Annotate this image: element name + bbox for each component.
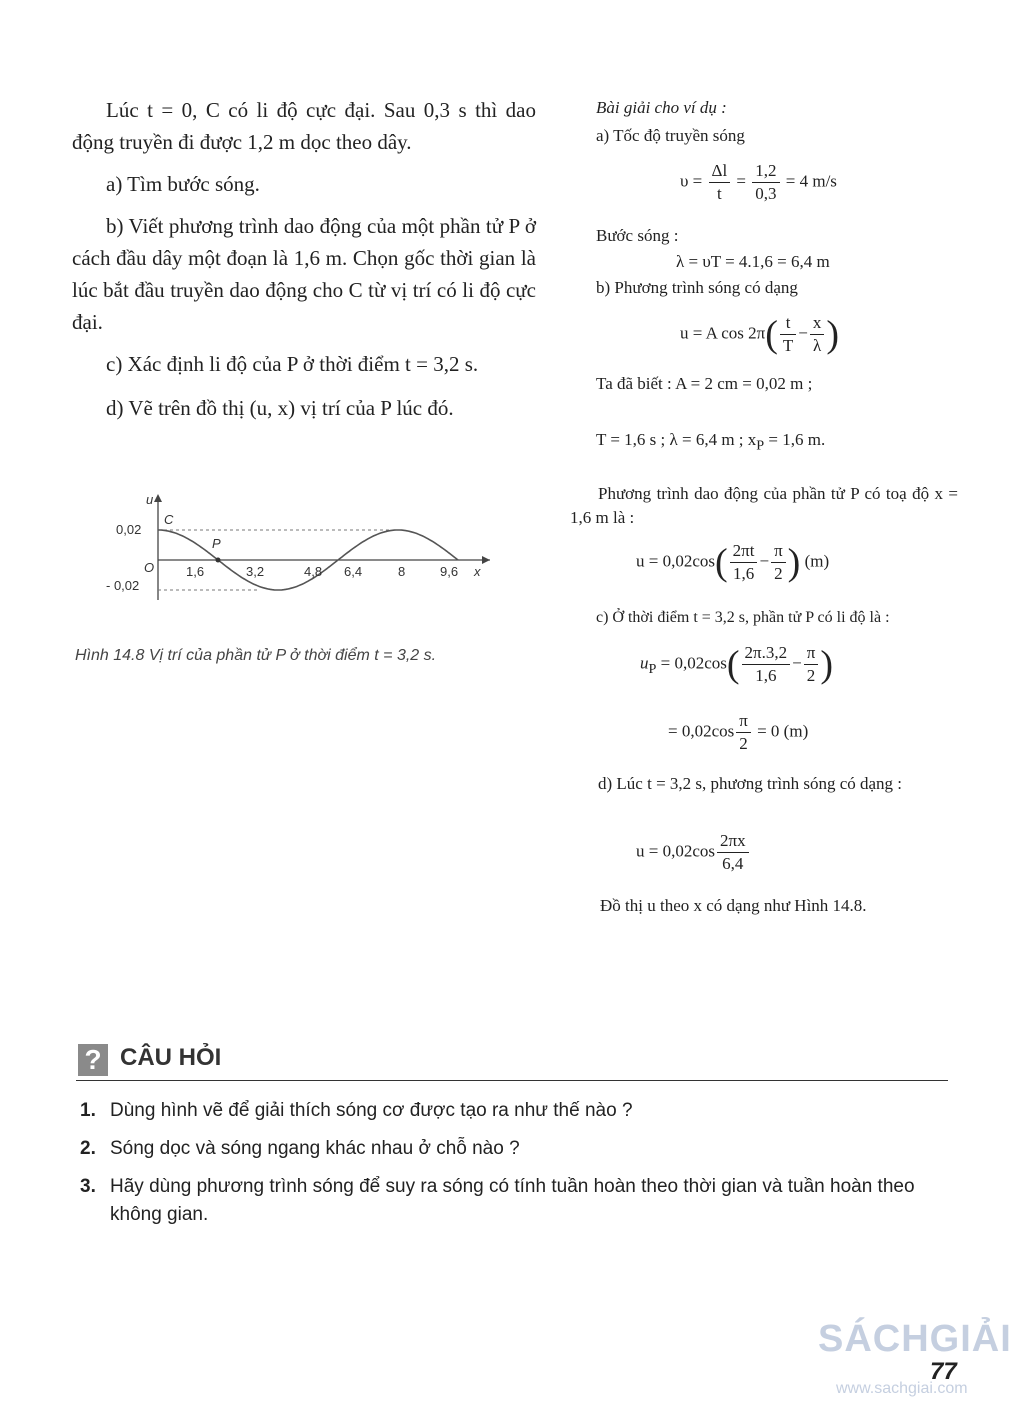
frac-num: 1,2	[752, 160, 779, 183]
solution-title: Bài giải cho ví dụ :	[596, 98, 727, 117]
eq-u-lhs: u = A cos 2π	[680, 323, 766, 343]
eq-d-lhs: u = 0,02cos	[636, 841, 715, 861]
frac-den: 1,6	[755, 666, 777, 685]
known2-sub: P	[756, 437, 765, 454]
frac-num: π	[736, 710, 751, 733]
frac-den: t	[716, 184, 722, 203]
figure-caption: Hình 14.8 Vị trí của phần tử P ở thời điểm t = 3,2 s.	[75, 647, 437, 664]
eq-p-lhs: u = 0,02cos	[636, 551, 715, 571]
x-tick-2: 3,2	[246, 564, 265, 579]
fraction	[717, 830, 749, 875]
origin-label: O	[144, 560, 155, 575]
frac-den: 6,4	[722, 854, 744, 873]
fraction	[709, 160, 731, 205]
y-axis-arrow	[154, 494, 162, 502]
frac-den: 2	[739, 734, 748, 753]
wavelength-label: Bước sóng :	[596, 226, 679, 245]
questions-title: CÂU HỎI	[120, 1044, 222, 1071]
frac-den: T	[782, 336, 794, 355]
fraction	[810, 312, 825, 357]
logo-text: SÁCHGIẢI	[818, 1318, 1012, 1360]
list-item	[80, 1173, 960, 1233]
known-values: Ta đã biết : A = 2 cm = 0,02 m ;	[596, 374, 813, 393]
question-b: b) Viết phương trình dao động của một phần tử P ở cách đầu dây một đoạn là 1,6 m. Chọn gốc thời gian là lúc bắt đầu truyền dao động cho C từ vị trí có li độ cực đại.	[72, 214, 536, 334]
frac-num: Δl	[709, 160, 731, 183]
frac-den: 2	[774, 564, 783, 583]
frac-num: 2πt	[730, 540, 758, 563]
p-equation-intro: Phương trình dao động của phần tử P có toạ độ x = 1,6 m là :	[570, 484, 958, 527]
frac-den: 1,6	[732, 564, 755, 583]
eq-c-lhs: u	[640, 653, 649, 673]
question-c: c) Xác định li độ của P ở thời điểm t = 3,2 s.	[106, 352, 479, 376]
frac-num: t	[780, 312, 796, 335]
eq-c-sub: P	[648, 660, 657, 677]
known2-text: T = 1,6 s ; λ = 6,4 m ; x	[596, 430, 757, 449]
paragraph-intro: Lúc t = 0, C có li độ cực đại. Sau 0,3 s thì dao động truyền đi được 1,2 m dọc theo dây.	[72, 98, 536, 154]
fraction	[771, 540, 786, 585]
frac-den: 0,3	[755, 184, 777, 203]
fraction	[804, 642, 819, 687]
c-equation: $u_P = 0,02\cos$( $\frac{2\pi.3,2}{1,6}$ − $\frac{\pi}{2}$ )	[640, 643, 833, 686]
wavelength-equation: λ = υT = 4.1,6 = 6,4 m	[676, 252, 830, 271]
question-text: Sóng dọc và sóng ngang khác nhau ở chỗ nào ?	[110, 1138, 520, 1159]
question-mark-icon: ?	[78, 1044, 108, 1076]
frac-num: π	[771, 540, 786, 563]
y-tick-bottom: - 0,02	[106, 578, 140, 593]
left-column	[72, 94, 536, 424]
question-a: a) Tìm bước sóng.	[106, 172, 260, 196]
frac-num: π	[804, 642, 819, 665]
eq-p-unit: (m)	[804, 551, 830, 571]
list-item	[80, 1097, 960, 1127]
watermark-url: www.sachgiai.com	[836, 1380, 968, 1397]
y-tick-top: 0,02	[116, 522, 142, 537]
part-d-label: d) Lúc t = 3,2 s, phương trình sóng có dạng :	[598, 774, 903, 793]
question-text: Dùng hình vẽ để giải thích sóng cơ được tạo ra như thế nào ?	[110, 1100, 633, 1121]
point-p-label: P	[212, 536, 221, 551]
p-equation: u = 0,02cos( $\frac{2\pi t}{1,6}$ − $\frac{\pi}{2}$ ) (m)	[636, 541, 830, 584]
point-p-marker	[216, 558, 221, 563]
x-axis-arrow	[482, 556, 490, 564]
watermark-logo	[818, 1318, 1012, 1361]
c-equation-result	[668, 710, 808, 755]
question-text: Hãy dùng phương trình sóng để suy ra sóng có tính tuần hoàn theo thời gian và tuần hoàn theo không gian.	[110, 1176, 915, 1225]
frac-den: 2	[806, 666, 816, 685]
question-d: d) Vẽ trên đồ thị (u, x) vị trí của P lúc đó.	[106, 396, 454, 420]
eq-c-mid: = 0,02cos	[656, 653, 727, 673]
final-statement: Đồ thị u theo x có dạng như Hình 14.8.	[600, 896, 867, 915]
question-number: 1.	[80, 1100, 96, 1121]
frac-num: x	[810, 312, 825, 335]
eq-v-rhs: = 4 m/s	[785, 171, 837, 191]
velocity-equation: υ = $\frac{\Delta l}{t}$ = $\frac{1,2}{0,3}$ = 4 m/s	[680, 161, 837, 203]
known2-end: = 1,6 m.	[764, 430, 826, 449]
d-equation	[636, 830, 751, 875]
fraction	[730, 540, 758, 585]
wave-equation: u = A cos 2π( $\frac{t}{T}$ − $\frac{x}{\lambda}$ )	[680, 313, 840, 356]
y-axis-label: u	[146, 492, 154, 507]
part-c-label: c) Ở thời điểm t = 3,2 s, phần tử P có li độ là :	[596, 609, 890, 626]
fraction	[752, 160, 779, 205]
questions-header	[76, 1040, 948, 1081]
part-a-label: a) Tốc độ truyền sóng	[596, 126, 745, 145]
fraction	[736, 710, 751, 755]
list-item	[80, 1135, 960, 1165]
frac-den: λ	[813, 336, 822, 355]
fraction	[742, 642, 791, 687]
question-number: 2.	[80, 1138, 96, 1159]
wave-graph	[100, 490, 500, 610]
eq-v-lhs: υ =	[680, 171, 703, 191]
x-tick-3: 4,8	[304, 564, 323, 579]
frac-num: 2π.3,2	[742, 642, 791, 665]
known-values-2	[596, 428, 825, 457]
eq-c2-rhs: = 0 (m)	[757, 721, 809, 741]
question-number: 3.	[80, 1176, 96, 1197]
page-number: 77	[930, 1358, 957, 1385]
x-tick-4: 6,4	[344, 564, 363, 579]
x-tick-1: 1,6	[186, 564, 205, 579]
x-tick-5: 8	[398, 564, 406, 579]
eq-c2-lhs: = 0,02cos	[668, 721, 735, 741]
fraction	[780, 312, 796, 357]
x-tick-6: 9,6	[440, 564, 459, 579]
point-c-label: C	[164, 512, 174, 527]
x-axis-label: x	[474, 564, 481, 579]
part-b-label: b) Phương trình sóng có dạng	[596, 278, 798, 297]
frac-num: 2πx	[717, 830, 749, 853]
